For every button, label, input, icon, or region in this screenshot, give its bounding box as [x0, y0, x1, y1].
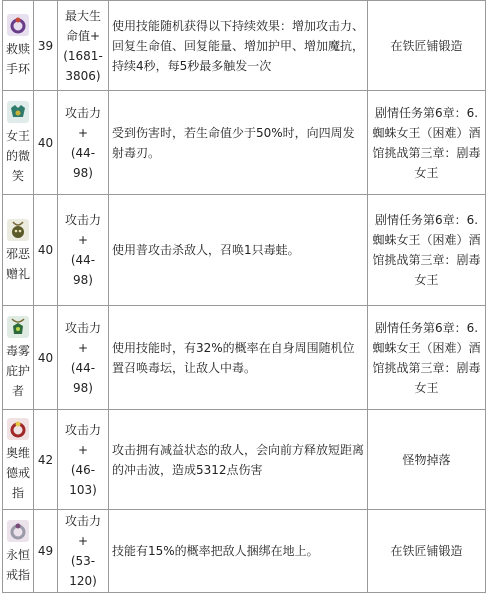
- level-cell: 40: [34, 91, 58, 195]
- red-ring-icon: [7, 418, 29, 440]
- table-row: [3, 410, 486, 510]
- source-cell: 剧情任务第6章：6.蜘蛛女王（困难）酒馆挑战第三章：剧毒女王: [368, 91, 486, 195]
- attribute-range: (1681-3806): [63, 48, 103, 83]
- effect-text: 使用技能随机获得以下持续效果：增加攻击力、回复生命值、回复能量、增加护甲、增加魔抗，持续4秒，每5秒最多触发一次: [112, 18, 365, 73]
- attribute-cell: [58, 1, 109, 91]
- name-cell: [3, 1, 34, 91]
- item-name: 毒雾庇护者: [6, 344, 31, 398]
- item-table: [2, 0, 486, 593]
- effect-cell: [109, 195, 368, 306]
- attribute-range: (53-120): [69, 554, 97, 588]
- attribute-label: 攻击力+: [64, 213, 101, 247]
- name-cell: [3, 410, 34, 510]
- effect-cell: [109, 306, 368, 410]
- table-row: [3, 91, 486, 195]
- effect-cell: [109, 510, 368, 593]
- level-cell: 49: [34, 510, 58, 593]
- attribute-cell: [58, 410, 109, 510]
- crowned-amulet-icon: [7, 101, 29, 123]
- effect-text: 受到伤害时，若生命值少于50%时，向四周发射毒刃。: [112, 125, 355, 160]
- attribute-cell: [58, 91, 109, 195]
- item-name: 邪恶赠礼: [6, 246, 31, 281]
- effect-cell: [109, 91, 368, 195]
- effect-cell: [109, 1, 368, 91]
- item-name: 女王的微笑: [6, 129, 31, 183]
- level-cell: 42: [34, 410, 58, 510]
- attribute-cell: [58, 510, 109, 593]
- source-cell: 剧情任务第6章：6.蜘蛛女王（困难）酒馆挑战第三章：剧毒女王: [368, 306, 486, 410]
- effect-cell: [109, 410, 368, 510]
- name-cell: [3, 195, 34, 306]
- silver-ring-icon: [7, 520, 29, 542]
- level-cell: 40: [34, 306, 58, 410]
- table-row: [3, 510, 486, 593]
- item-name: 奥维德戒指: [6, 446, 31, 500]
- effect-text: 使用普攻击杀敌人，召唤1只毒蛙。: [112, 243, 300, 257]
- poison-amulet-icon: [7, 316, 29, 338]
- attribute-cell: [58, 195, 109, 306]
- attribute-label: 攻击力+: [64, 514, 101, 548]
- effect-text: 攻击拥有减益状态的敌人，会向前方释放短距离的冲击波，造成5312点伤害: [112, 442, 365, 477]
- attribute-label: 最大生命值+: [64, 8, 101, 43]
- attribute-label: 攻击力+: [64, 320, 101, 355]
- ring-icon: [7, 14, 29, 36]
- table-row: [3, 1, 486, 91]
- attribute-label: 攻击力+: [64, 422, 101, 457]
- skull-amulet-icon: [7, 219, 29, 241]
- effect-text: 使用技能时，有32%的概率在自身周围随机位置召唤毒坛，让敌人中毒。: [112, 340, 355, 375]
- attribute-range: (44-98): [70, 145, 96, 180]
- source-cell: 怪物掉落: [368, 410, 486, 510]
- level-cell: 39: [34, 1, 58, 91]
- item-name: 永恒戒指: [6, 547, 31, 582]
- table-row: [3, 195, 486, 306]
- effect-text: 技能有15%的概率把敌人捆绑在地上。: [112, 544, 319, 558]
- attribute-cell: [58, 306, 109, 410]
- attribute-range: (44-98): [70, 253, 96, 287]
- name-cell: [3, 91, 34, 195]
- source-cell: 在铁匠铺锻造: [368, 510, 486, 593]
- source-cell: 剧情任务第6章：6.蜘蛛女王（困难）酒馆挑战第三章：剧毒女王: [368, 195, 486, 306]
- source-cell: 在铁匠铺锻造: [368, 1, 486, 91]
- attribute-range: (44-98): [70, 360, 96, 395]
- level-cell: 40: [34, 195, 58, 306]
- name-cell: [3, 510, 34, 593]
- name-cell: [3, 306, 34, 410]
- attribute-label: 攻击力+: [64, 105, 101, 140]
- table-row: [3, 306, 486, 410]
- attribute-range: (46-103): [69, 462, 97, 497]
- item-name: 救赎手环: [6, 42, 31, 76]
